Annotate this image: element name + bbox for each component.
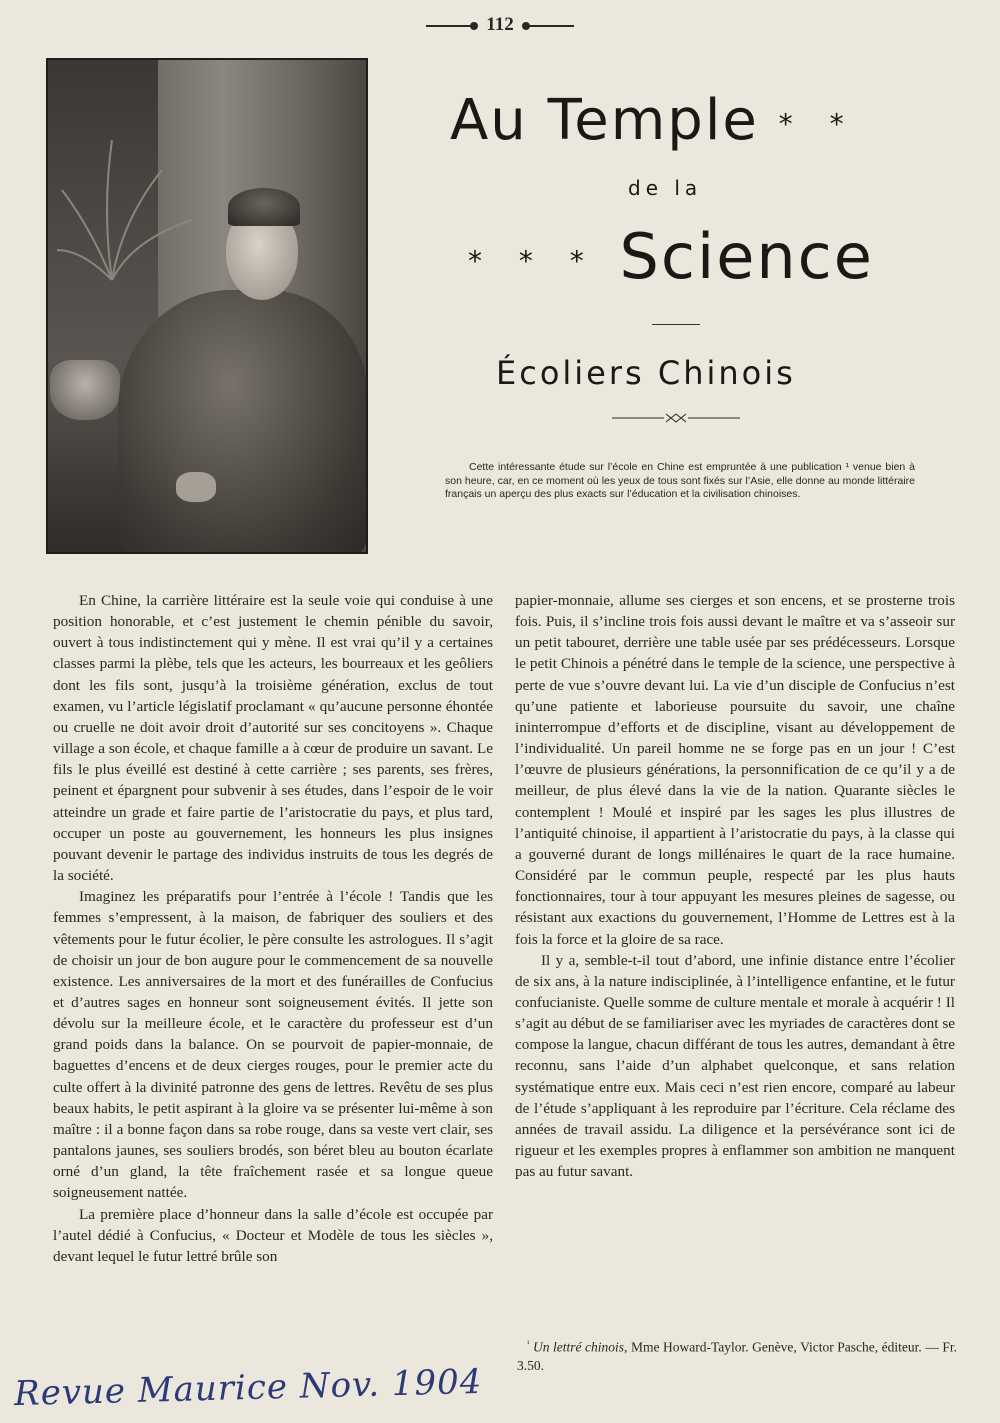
title-line-2: de la bbox=[628, 176, 703, 200]
skullcap bbox=[228, 188, 300, 226]
title-line-3: * * * Science bbox=[468, 220, 874, 293]
footnote-marker: ¹ bbox=[527, 1339, 530, 1348]
paragraph: papier-monnaie, allume ses cierges et son encens, et se prosterne trois fois. Puis, il s’incline trois fois aussi devant le maître et va s’asseoir sur un petit tabouret, derrière une table usée par ses prédécesseurs. Lorsque le petit Chinois a pénétré dans le temple de la science, une perspective à perte de vue s’ouvre devant lui. La vie d’un disciple de Confucius n’est qu’une patiente et laborieuse poursuite du savoir, une chaîne ininterrompue d’efforts et de discipline, visant au développement de l’individualité. Un pareil homme ne se forge pas en un jour ! C’est l’œuvre de plusieurs générations, la personnification de ce qu’il y a de meilleur, de plus élevé dans la vie de la nation. Quarante siècles le contemplent ! Moulé et inspiré par les sages les plus illustres de l’antiquité chinoise, il appartient à l’aristocratie du pays, à la classe qui a gouverné durant de longs millénaires le quart de la race humaine. Considéré par le commun peuple, respecté par les plus hauts fonctionnaires, tour à tour appuyant les mesures pleines de sagesse, ou résistant aux exactions du gouvernement, l’Homme de Lettres est à la fois la force et la gloire de sa race. bbox=[515, 592, 955, 948]
robe bbox=[118, 290, 368, 554]
footnote-text: , Mme Howard-Taylor. Genève, Victor Pasche, éditeur. — Fr. 3.50. bbox=[517, 1339, 958, 1373]
page-number: 112 bbox=[486, 14, 514, 35]
asterisk-ornament: * * bbox=[778, 107, 858, 141]
intro-paragraph: Cette intéressante étude sur l’école en Chine est empruntée à une publication ¹ venue bien à son heure, car, en ce moment où les yeux de tous sont fixés sur l’Asie, elle donne au monde littéraire français un aperçu des plus exacts sur l’éducation et la civilisation chinoises. bbox=[445, 461, 915, 500]
paragraph: Imaginez les préparatifs pour l’entrée à l’école ! Tandis que les femmes s’empressent, à la maison, de fabriquer des souliers et des vêtements pour le futur écolier, le père consulte les astrologues. Il s’agit de choisir un jour de bon augure pour le commencement de sa nouvelle existence. Les anniversaires de la mort et des funérailles de Confucius et d’autres sages en honneur sont soigneusement évités. Il jette son dévolu sur la meilleure école, et le caractère du professeur est d’un grand poids dans la balance. On se pourvoit de papier-monnaie, de baguettes d’encens et de deux cierges rouges, pour le premier acte du culte offert à la divinité patronne des gens de lettres. Revêtu de ses plus beaux habits, le petit aspirant à la gloire va se présenter lui-même à son maître : il a bonne façon dans sa robe rouge, dans sa veste vert clair, ses pantalons jaunes, ses souliers brodés, son béret bleu au bouton écarlate orné d’un gland, la tête fraîchement rasée et sa longue queue soigneusement nattée. bbox=[53, 888, 493, 1202]
palm-plant-icon bbox=[52, 130, 202, 290]
right-column bbox=[515, 590, 955, 1182]
title-divider bbox=[652, 324, 700, 325]
footnote bbox=[517, 1335, 957, 1375]
flourish-divider bbox=[612, 412, 740, 424]
handwritten-annotation: Revue Maurice Nov. 1904 bbox=[13, 1361, 483, 1415]
title-line-1: Au Temple * * bbox=[450, 88, 858, 153]
page-number-header bbox=[0, 14, 1000, 36]
left-column bbox=[53, 590, 493, 1267]
hand bbox=[176, 472, 216, 502]
portrait-photo bbox=[46, 58, 368, 554]
paragraph: En Chine, la carrière littéraire est la seule voie qui conduise à une position honorable, et c’est justement le chemin pénible du savoir, ouvert à tous indistinctement qui y mène. Il est vrai qu’il y a certaines classes parmi la plèbe, tels que les acteurs, les bourreaux et les geôliers dont les fils sont, jusqu’à la troisième génération, exclus de tout examen, vu l’article législatif proclamant « qu’aucune personne éhontée ou cruelle ne doit avoir droit d’autorité sur ses concitoyens ». Chaque village a son école, et chaque famille a à cœur de produire un savant. Le fils le plus éveillé est destiné à cette carrière ; ses parents, ses frères, peinent et épargnent pour subvenir à ses études, dans l’espoir de le voir atteindre un grade et faire partie de l’aristocratie du pays, et plus tard, occuper un poste au gouvernement, les honneurs les plus insignes pouvant devenir le partage des individus instruits de tous les degrés de la société. bbox=[53, 592, 493, 885]
ornament-left bbox=[426, 25, 476, 27]
footnote-book-title: Un lettré chinois bbox=[532, 1339, 625, 1355]
paragraph: La première place d’honneur dans la salle d’école est occupée par l’autel dédié à Confucius, « Docteur et Modèle de tous les siècles », devant lequel le futur lettré brûle son bbox=[53, 1205, 493, 1265]
ornament-right bbox=[524, 25, 574, 27]
article-subtitle: Écoliers Chinois bbox=[496, 354, 796, 392]
vase bbox=[50, 360, 120, 420]
asterisk-ornament: * * * bbox=[468, 244, 598, 278]
paragraph: Il y a, semble-t-il tout d’abord, une infinie distance entre l’écolier de six ans, à la nature indisciplinée, à l’intelligence enfantine, et le futur confucianiste. Quelle somme de culture mentale et morale à acquérir ! Il s’agit au début de se familiariser avec les myriades de caractères dont se compose la langue, chacun différant de tous les autres, demandant à être reconnu, sans l’aide d’un alphabet quelconque, et sans relation systématique entre eux. Mais ceci n’est rien encore, comparé au labeur de l’étude s’appliquant à les reproduire par l’écriture. Cela réclame des années de travail assidu. La diligence et la persévérance sont ici de rigueur et les exemples propres à enflammer son ambition ne manquent pas au futur savant. bbox=[515, 951, 955, 1181]
